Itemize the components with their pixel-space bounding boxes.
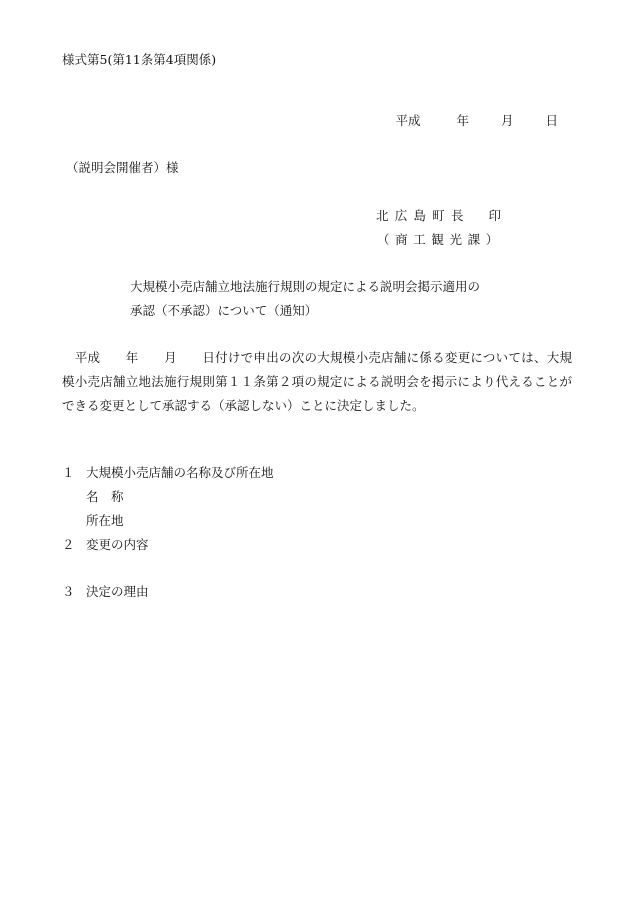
item-number: １ bbox=[62, 465, 75, 480]
date-year: 年 bbox=[456, 113, 469, 128]
subject-line-1: 大規模小売店舗立地法施行規則の規定による説明会掲示適用の bbox=[130, 279, 481, 294]
sub-item-name: 名 称 bbox=[86, 489, 124, 504]
date-day: 日 bbox=[545, 113, 558, 128]
body-text: 平成 年 月 日付けで申出の次の大規模小売店舗に係る変更については、大規模小売店舗立地法施行規則第１１条第２項の規定による説明会を掲示により代えることができる変更として承認する（承認しない）ことに決定しました。 bbox=[62, 350, 572, 413]
form-number: 様式第5(第11条第4項関係) bbox=[62, 52, 217, 67]
item-2 bbox=[62, 535, 149, 553]
item-number: ２ bbox=[62, 537, 75, 552]
subject-line-2: 承認（不承認）について（通知） bbox=[130, 303, 318, 318]
date-line bbox=[395, 111, 558, 129]
item-1 bbox=[62, 463, 274, 481]
item-label: 大規模小売店舗の名称及び所在地 bbox=[86, 465, 274, 480]
item-3 bbox=[62, 582, 149, 600]
item-label: 決定の理由 bbox=[86, 584, 149, 599]
sub-item-location: 所在地 bbox=[86, 513, 124, 528]
item-number: ３ bbox=[62, 584, 75, 599]
date-era: 平成 bbox=[395, 113, 421, 128]
addressee: （説明会開催者）様 bbox=[66, 160, 179, 175]
department: （商工観光課） bbox=[377, 232, 504, 247]
date-month: 月 bbox=[500, 113, 514, 128]
item-label: 変更の内容 bbox=[86, 537, 149, 552]
issuer: 北広島町長 印 bbox=[376, 208, 508, 223]
